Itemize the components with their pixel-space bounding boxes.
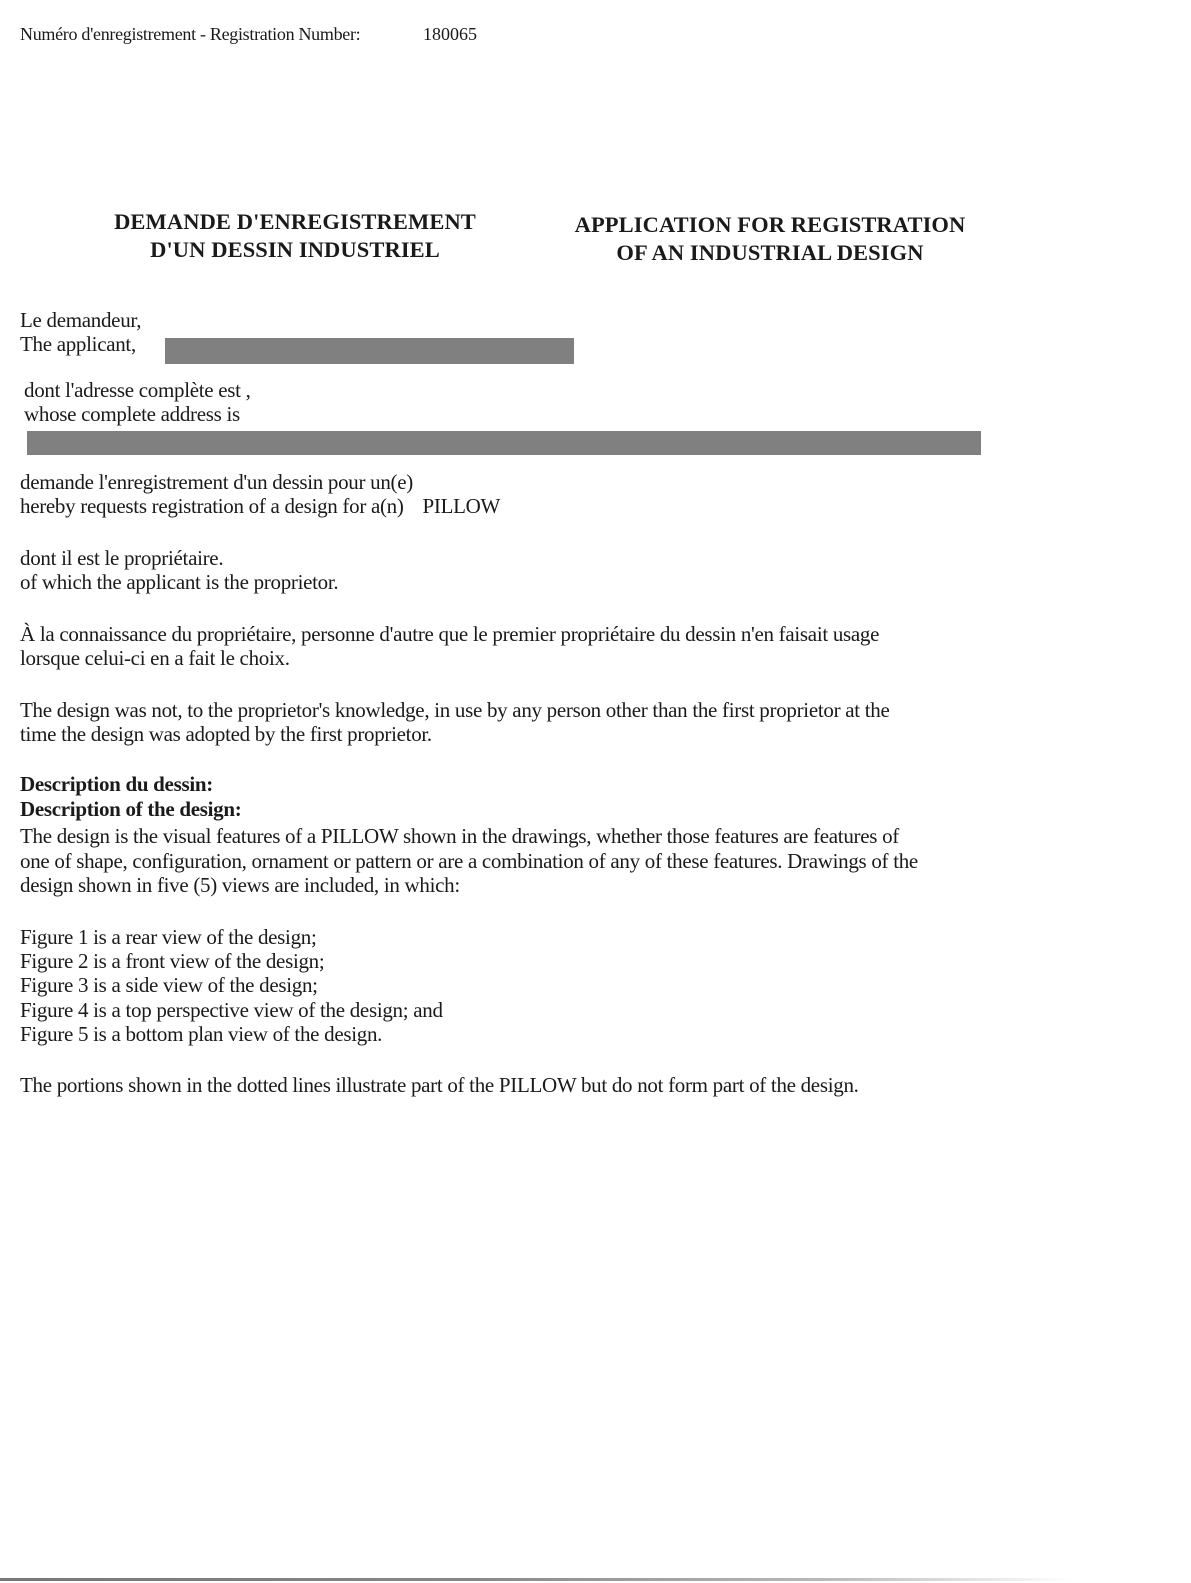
figure-item-1: Figure 1 is a rear view of the design; — [20, 925, 317, 949]
request-line-en-text: hereby requests registration of a design for a(n) — [20, 494, 404, 518]
address-label-fr: dont l'adresse complète est , — [24, 378, 251, 402]
knowledge-en-line1: The design was not, to the proprietor's knowledge, in use by any person other than the first proprietor at the — [20, 698, 890, 722]
figure-item-5: Figure 5 is a bottom plan view of the design. — [20, 1022, 383, 1046]
title-french-line1: DEMANDE D'ENREGISTREMENT — [114, 209, 476, 234]
title-french-line2: D'UN DESSIN INDUSTRIEL — [150, 237, 440, 262]
description-para-line1: The design is the visual features of a PILLOW shown in the drawings, whether those features are features of — [20, 824, 899, 848]
figure-item-2: Figure 2 is a front view of the design; — [20, 949, 325, 973]
figure-item-3: Figure 3 is a side view of the design; — [20, 973, 318, 997]
registration-number-value: 180065 — [423, 24, 477, 44]
applicant-label-fr: Le demandeur, — [20, 308, 142, 332]
title-french — [95, 208, 495, 264]
address-label-en: whose complete address is — [24, 402, 240, 426]
registration-number-label: Numéro d'enregistrement - Registration Number: — [20, 24, 361, 44]
applicant-label-en: The applicant, — [20, 332, 136, 356]
request-line-en — [20, 494, 500, 519]
ownership-line-en: of which the applicant is the proprietor. — [20, 570, 339, 594]
address-redaction — [27, 431, 981, 455]
description-heading-fr: Description du dessin: — [20, 772, 213, 796]
knowledge-fr-line1: À la connaissance du propriétaire, personne d'autre que le premier propriétaire du dessin n'en faisait usage — [20, 622, 880, 646]
applicant-name-redaction — [165, 338, 574, 364]
knowledge-en-line2: time the design was adopted by the first proprietor. — [20, 722, 432, 746]
request-article: PILLOW — [422, 494, 501, 518]
description-heading-en: Description of the design: — [20, 797, 242, 821]
request-line-fr: demande l'enregistrement d'un dessin pour un(e) — [20, 470, 413, 494]
knowledge-fr-line2: lorsque celui-ci en a fait le choix. — [20, 646, 290, 670]
title-english-line2: OF AN INDUSTRIAL DESIGN — [616, 240, 924, 265]
description-para-line3: design shown in five (5) views are included, in which: — [20, 873, 460, 897]
figure-item-4: Figure 4 is a top perspective view of the design; and — [20, 998, 443, 1022]
description-para-line2: one of shape, configuration, ornament or pattern or are a combination of any of these features. Drawings of the — [20, 849, 918, 873]
title-english-line1: APPLICATION FOR REGISTRATION — [574, 212, 966, 237]
ownership-line-fr: dont il est le propriétaire. — [20, 546, 224, 570]
dotted-lines-note: The portions shown in the dotted lines illustrate part of the PILLOW but do not form part of the design. — [20, 1073, 859, 1097]
page-bottom-edge — [0, 1578, 1191, 1581]
title-english — [555, 211, 985, 267]
